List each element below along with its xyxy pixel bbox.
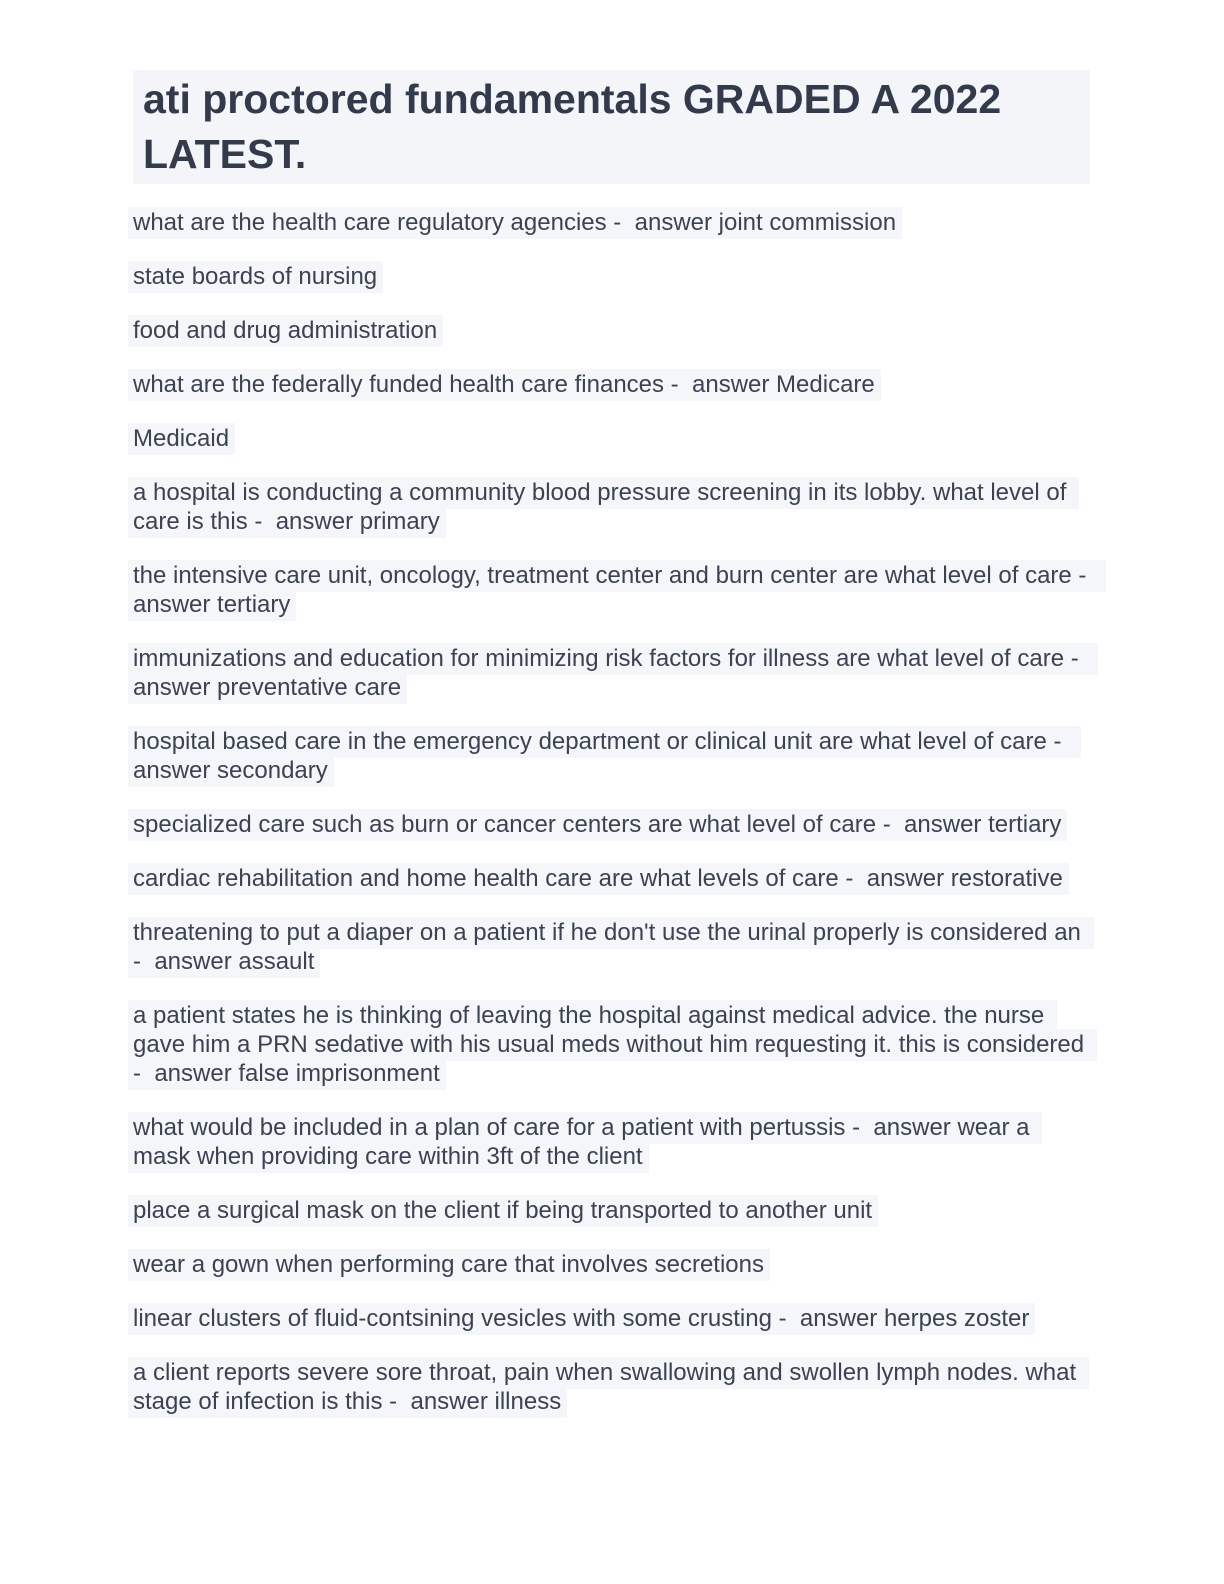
paragraph-text: a patient states he is thinking of leaving the hospital against medical advice. the nurse gave him a PRN sedative with his usual meds without him requesting it. this is considered - answer false imprisonment [128, 1000, 1097, 1090]
paragraph-text: specialized care such as burn or cancer centers are what level of care - answer tertiary [128, 809, 1067, 841]
paragraph [133, 1196, 1090, 1225]
paragraph [133, 810, 1090, 839]
paragraph [133, 1358, 1090, 1416]
paragraph [133, 208, 1090, 237]
paragraph [133, 316, 1090, 345]
paragraph [133, 864, 1090, 893]
paragraph [133, 1001, 1090, 1088]
paragraph [133, 644, 1093, 702]
paragraph-text: cardiac rehabilitation and home health care are what levels of care - answer restorative [128, 863, 1069, 895]
paragraph-text: the intensive care unit, oncology, treatment center and burn center are what level of care - answer tertiary [128, 560, 1106, 621]
paragraph [133, 424, 1090, 453]
paragraph-text: place a surgical mask on the client if being transported to another unit [128, 1195, 878, 1227]
paragraph-text: food and drug administration [128, 315, 443, 347]
paragraph-text: what are the federally funded health care finances - answer Medicare [128, 369, 881, 401]
paragraph-text: linear clusters of fluid-contsining vesicles with some crusting - answer herpes zoster [128, 1303, 1035, 1335]
paragraph-text: hospital based care in the emergency department or clinical unit are what level of care - answer secondary [128, 726, 1081, 787]
paragraph [133, 727, 1090, 785]
paragraph-text: what would be included in a plan of care for a patient with pertussis - answer wear a mask when providing care within 3ft of the client [128, 1112, 1042, 1173]
paragraph [133, 478, 1090, 536]
paragraph-text: a hospital is conducting a community blood pressure screening in its lobby. what level of care is this - answer primary [128, 477, 1079, 538]
paragraph-text: wear a gown when performing care that involves secretions [128, 1249, 770, 1281]
paragraph [133, 1250, 1090, 1279]
paragraph [133, 370, 1090, 399]
paragraph-text: threatening to put a diaper on a patient if he don't use the urinal properly is considered an - answer assault [128, 917, 1094, 978]
paragraph-text: Medicaid [128, 423, 235, 455]
paragraph-text: a client reports severe sore throat, pain when swallowing and swollen lymph nodes. what stage of infection is this - answer illness [128, 1357, 1089, 1418]
paragraph [133, 1304, 1090, 1333]
paragraph-text: immunizations and education for minimizing risk factors for illness are what level of care - answer preventative care [128, 643, 1098, 704]
document-body [133, 208, 1100, 1416]
paragraph-text: what are the health care regulatory agencies - answer joint commission [128, 207, 902, 239]
paragraph [133, 561, 1100, 619]
paragraph [133, 918, 1090, 976]
paragraph [133, 1113, 1090, 1171]
paragraph [133, 262, 1090, 291]
paragraph-text: state boards of nursing [128, 261, 383, 293]
page-title: ati proctored fundamentals GRADED A 2022 LATEST. [133, 70, 1090, 184]
